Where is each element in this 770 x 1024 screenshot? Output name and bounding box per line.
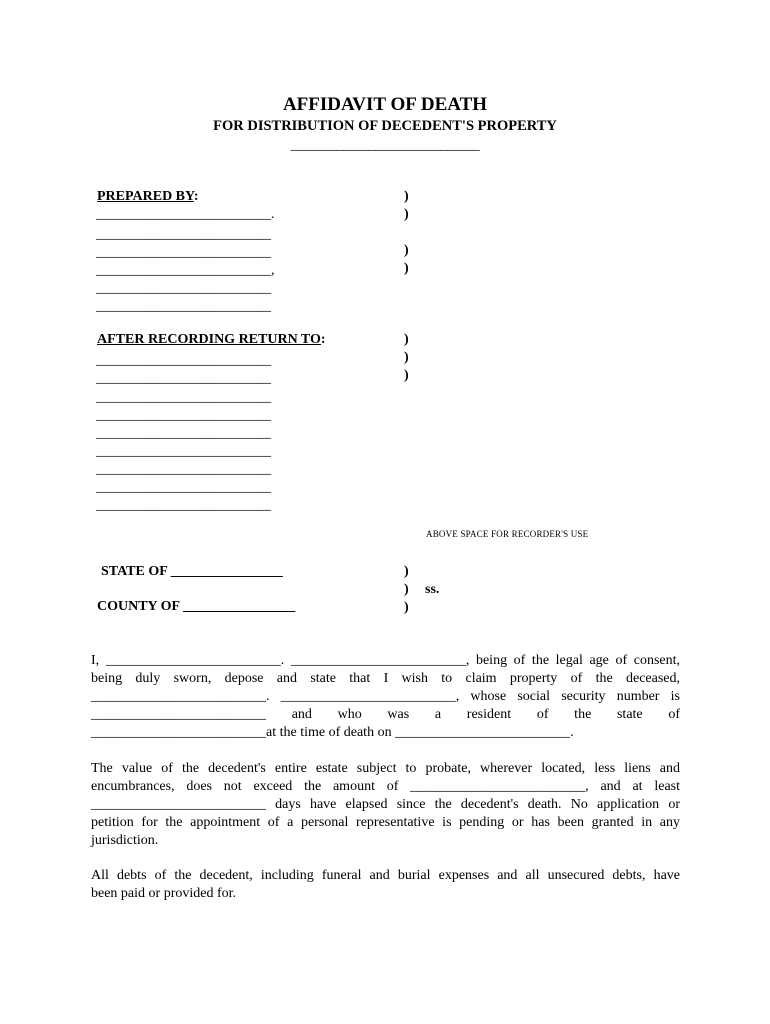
return-to-line-9[interactable]: _________________________ [96, 498, 271, 513]
estate-line-3: _________________________ days have elapsed since the decedent's death. No application or [91, 797, 680, 812]
estate-line-4: petition for the appointment of a personal representative is pending or has been granted in any [91, 815, 680, 830]
prepared-by-line-2[interactable]: _________________________ [96, 227, 271, 242]
return-to-line-1[interactable]: _________________________ [96, 353, 271, 368]
ss-label: ss. [425, 582, 440, 597]
prepared-by-paren-2: ) [404, 207, 409, 222]
return-to-line-3[interactable]: _________________________ [96, 390, 271, 405]
estate-line-2: encumbrances, does not exceed the amount of _________________________, and at least [91, 779, 680, 794]
return-to-line-4[interactable]: _________________________ [96, 408, 271, 423]
recorder-use-note: ABOVE SPACE FOR RECORDER'S USE [426, 529, 589, 539]
return-to-line-2[interactable]: _________________________ [96, 371, 271, 386]
return-to-line-6[interactable]: _________________________ [96, 444, 271, 459]
venue-paren-2: ) [404, 582, 409, 597]
return-to-line-7[interactable]: _________________________ [96, 462, 271, 477]
prepared-by-colon: : [193, 189, 199, 204]
subtitle-rule: _____________________________ [290, 138, 480, 153]
venue-paren-3: ) [404, 600, 409, 615]
debts-line-1: All debts of the decedent, including funeral and burial expenses and all unsecured debts, have [91, 868, 680, 883]
prepared-by-paren-1: ) [404, 189, 409, 204]
prepared-by-line-3[interactable]: _________________________ [96, 245, 271, 260]
debts-paragraph [91, 867, 680, 903]
estate-value-paragraph [91, 760, 680, 850]
prepared-by-line-6[interactable]: _________________________ [96, 299, 271, 314]
prepared-by-paren-4: ) [404, 261, 409, 276]
affiant-paragraph [91, 652, 680, 742]
return-to-paren-1: ) [404, 332, 409, 347]
document-title: AFFIDAVIT OF DEATH [282, 94, 488, 115]
prepared-by-label: PREPARED BY [97, 189, 194, 204]
prepared-by-line-1[interactable]: _________________________. [96, 207, 275, 222]
return-to-paren-3: ) [404, 368, 409, 383]
return-to-label: AFTER RECORDING RETURN TO [97, 332, 321, 347]
state-of-field[interactable]: STATE OF ________________ [101, 564, 283, 579]
return-to-line-5[interactable]: _________________________ [96, 426, 271, 441]
affiant-line-4: _________________________ and who was a resident of the state of [91, 707, 680, 722]
return-to-line-8[interactable]: _________________________ [96, 480, 271, 495]
return-to-paren-2: ) [404, 350, 409, 365]
prepared-by-line-5[interactable]: _________________________ [96, 281, 271, 296]
prepared-by-heading [97, 189, 199, 205]
affiant-line-1: I, _________________________. _________________________, being of the legal age of consent, [91, 653, 680, 668]
debts-line-2: been paid or provided for. [91, 886, 237, 901]
estate-line-1: The value of the decedent's entire estate subject to probate, wherever located, less liens and [91, 761, 680, 776]
affiant-line-2: being duly sworn, depose and state that I wish to claim property of the deceased, [91, 671, 680, 686]
affiant-line-3: _________________________. _________________________, whose social security number is [91, 689, 680, 704]
affiant-line-5: _________________________at the time of death on _________________________. [91, 725, 574, 740]
prepared-by-line-4[interactable]: _________________________, [96, 263, 275, 278]
prepared-by-paren-3: ) [404, 243, 409, 258]
estate-line-5: jurisdiction. [91, 833, 159, 848]
return-to-colon: : [320, 332, 326, 347]
county-of-field[interactable]: COUNTY OF ________________ [97, 599, 296, 614]
return-to-heading [97, 332, 326, 348]
venue-paren-1: ) [404, 564, 409, 579]
document-subtitle: FOR DISTRIBUTION OF DECEDENT'S PROPERTY [213, 118, 557, 134]
